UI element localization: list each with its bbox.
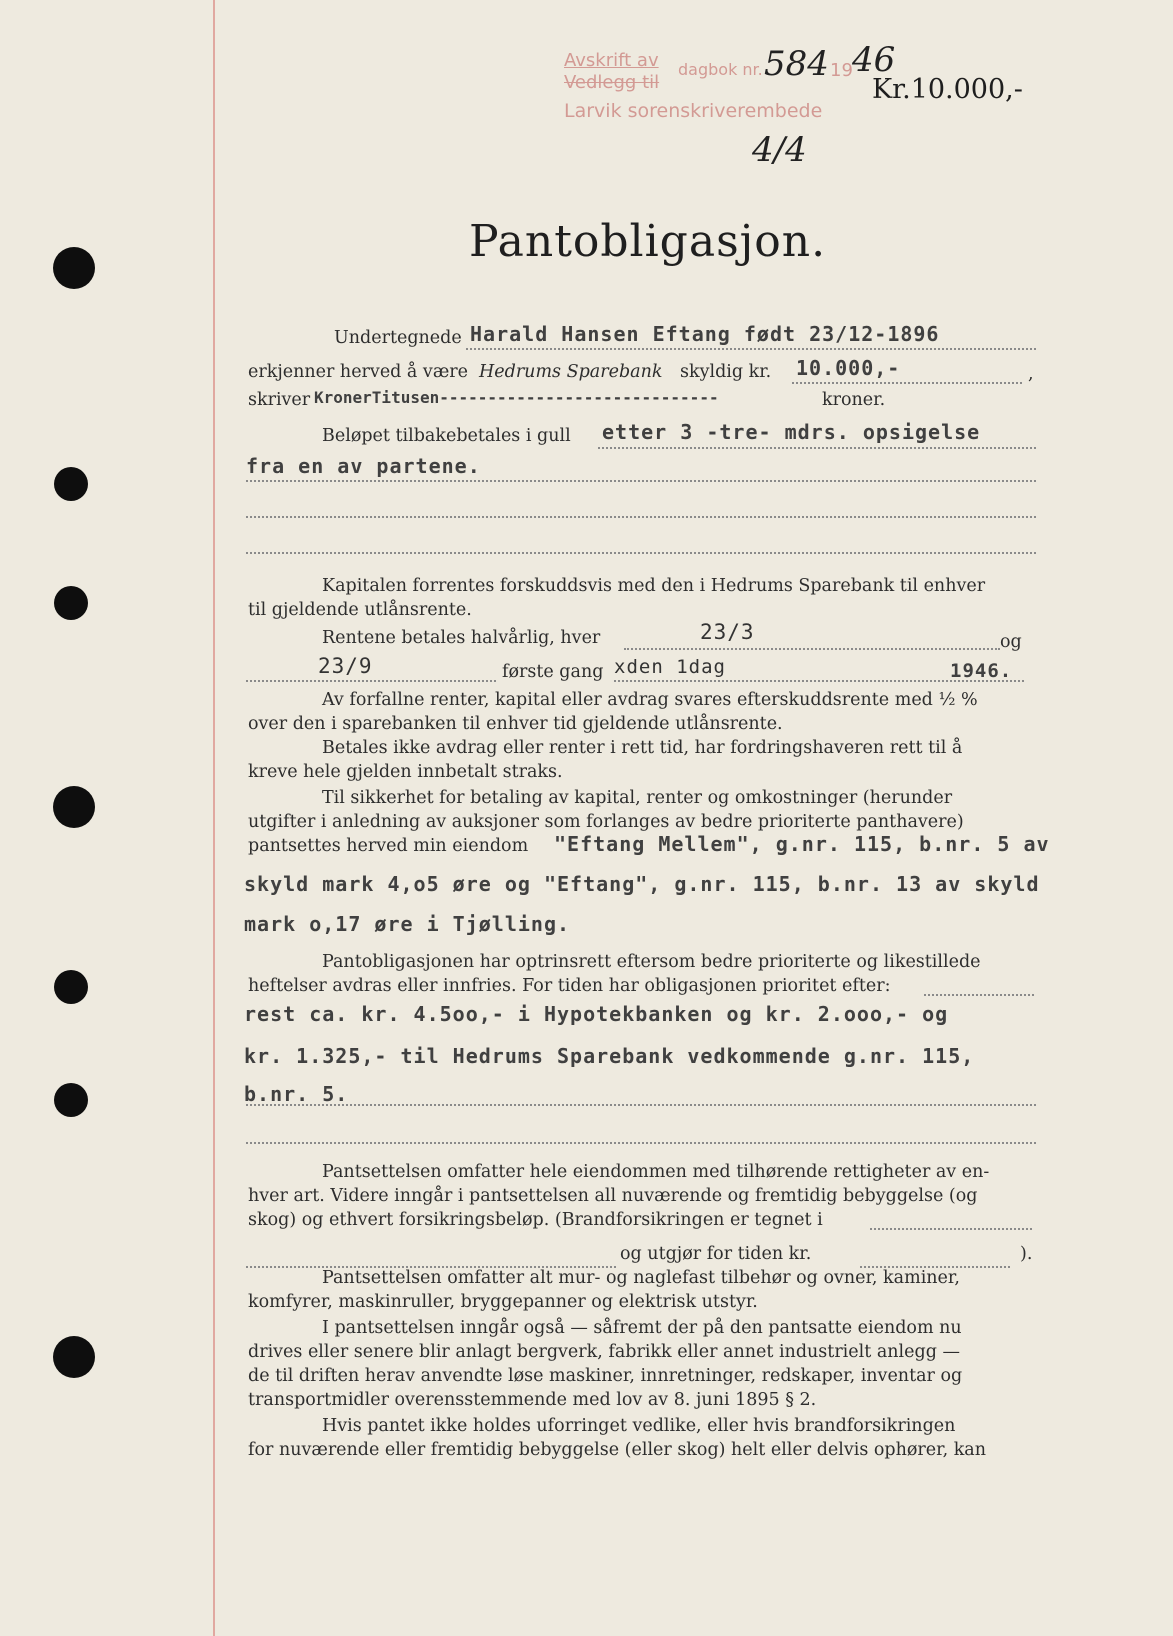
punch-hole: [54, 970, 88, 1004]
dotted-line: [598, 447, 1036, 449]
inngar-line-4: transportmidler overensstemmende med lov av 8. juni 1895 § 2.: [248, 1390, 817, 1410]
property-line-1: "Eftang Mellem", g.nr. 115, b.nr. 5 av: [554, 832, 1050, 856]
fraction-note: 4/4: [752, 130, 807, 170]
inngar-line-2: drives eller senere blir anlagt bergverk, fabrikk eller annet industrielt anlegg —: [248, 1342, 960, 1362]
forfalne-line-1: Av forfallne renter, kapital eller avdrag svares efterskuddsrente med ½ %: [322, 690, 978, 710]
header-amount: Kr.10.000,-: [872, 74, 1023, 105]
dotted-line: [624, 648, 1000, 650]
stamp-avskrift: Avskrift av: [564, 50, 659, 71]
undertegnede-label: Undertegnede: [334, 328, 462, 348]
property-line-3: mark o,17 øre i Tjølling.: [244, 912, 571, 936]
sikkerhet-line-3: pantsettes herved min eiendom: [248, 836, 529, 856]
dotted-line: [466, 348, 1036, 350]
amount-figures: 10.000,-: [796, 356, 901, 380]
stamp-dagbok-label: dagbok nr.: [678, 60, 763, 79]
renter-label: Rentene betales halvårlig, hver: [322, 628, 601, 648]
dotted-line: [246, 480, 1036, 482]
prior-line-2: kr. 1.325,- til Hedrums Sparebank vedkommende g.nr. 115,: [244, 1044, 975, 1068]
dotted-line: [246, 516, 1036, 518]
margin-rule: [213, 0, 215, 1636]
stamp-office: Larvik sorenskriverembede: [564, 100, 823, 122]
punch-hole: [54, 467, 88, 501]
interest-date-2: 23/9: [318, 654, 373, 678]
sikkerhet-line-2: utgifter i anledning av auksjoner som forlanges av bedre prioriterte panthavere): [248, 812, 964, 832]
page-title: Pantobligasjon.: [469, 216, 827, 267]
forfalne-line-2: over den i sparebanken til enhver tid gjeldende utlånsrente.: [248, 714, 783, 734]
creditor-name: Hedrums Sparebank: [479, 362, 663, 382]
kapital-line-1: Kapitalen forrentes forskuddsvis med den i Hedrums Sparebank til enhver: [322, 576, 986, 596]
dotted-line: [246, 552, 1036, 554]
omfatter-line-3: skog) og ethvert forsikringsbeløp. (Brandforsikringen er tegnet i: [248, 1210, 823, 1230]
interest-date-1: 23/3: [700, 620, 755, 644]
dagbok-number: 584: [764, 44, 829, 84]
dotted-line: [924, 994, 1034, 996]
dotted-line: [792, 382, 1022, 384]
repay-terms-1: etter 3 -tre- mdrs. opsigelse: [602, 420, 981, 444]
dotted-line: [246, 680, 496, 682]
repay-terms-2: fra en av partene.: [246, 454, 481, 478]
skriver-label: skriver: [248, 390, 311, 410]
stamp-vedlegg: Vedlegg til: [564, 72, 660, 93]
inngar-line-3: de til driften herav anvendte løse maskiner, innretninger, redskaper, inventar og: [248, 1366, 963, 1386]
prior-line-1: rest ca. kr. 4.5oo,- i Hypotekbanken og kr. 2.ooo,- og: [244, 1002, 949, 1026]
year-suffix: 46: [852, 40, 896, 80]
inngar-line-1: I pantsettelsen inngår også — såfremt der på den pantsatte eiendom nu: [322, 1318, 962, 1338]
kapital-line-2: til gjeldende utlånsrente.: [248, 600, 472, 620]
sikkerhet-line-1: Til sikkerhet for betaling av kapital, renter og omkostninger (herunder: [322, 788, 953, 808]
belop-label: Beløpet tilbakebetales i gull: [322, 426, 571, 446]
property-line-2: skyld mark 4,o5 øre og "Eftang", g.nr. 115, b.nr. 13 av skyld: [244, 872, 1040, 896]
forste-label: første gang: [502, 662, 604, 682]
dotted-line: [246, 1142, 1036, 1144]
hvis-line-2: for nuværende eller fremtidig bebyggelse (eller skog) helt eller delvis ophører, kan: [248, 1440, 987, 1460]
debtor-name: Harald Hansen Eftang født 23/12-1896: [470, 322, 940, 346]
punch-hole: [53, 786, 95, 828]
kroner-label: kroner.: [822, 390, 886, 410]
dotted-line: [246, 1104, 1036, 1106]
comma: ,: [1028, 364, 1034, 384]
og-label: og: [1000, 632, 1022, 652]
omfatter-line-2: hver art. Videre inngår i pantsettelsen all nuværende og fremtidig bebyggelse (og: [248, 1186, 978, 1206]
punch-hole: [54, 586, 88, 620]
close-paren: ).: [1020, 1244, 1033, 1264]
betales-line-1: Betales ikke avdrag eller renter i rett tid, har fordringshaveren rett til å: [322, 738, 963, 758]
betales-line-2: kreve hele gjelden innbetalt straks.: [248, 762, 563, 782]
opt-line-2: heftelser avdras eller innfries. For tiden har obligasjonen prioritet efter:: [248, 976, 891, 996]
punch-hole: [53, 1336, 95, 1378]
hvis-line-1: Hvis pantet ikke holdes uforringet vedlike, eller hvis brandforsikringen: [322, 1416, 956, 1436]
prior-line-3: b.nr. 5.: [244, 1082, 349, 1106]
first-year: 1946.: [950, 660, 1013, 682]
punch-hole: [53, 247, 95, 289]
punch-hole: [54, 1083, 88, 1117]
opt-line-1: Pantobligasjonen har optrinsrett eftersom bedre prioriterte og likestillede: [322, 952, 981, 972]
omfatter-line-1: Pantsettelsen omfatter hele eiendommen med tilhørende rettigheter av en-: [322, 1162, 990, 1182]
erkjenner-text: erkjenner herved å være: [248, 362, 468, 382]
dotted-line: [870, 1228, 1032, 1230]
amount-words: KronerTitusen-----------------------------: [314, 388, 719, 407]
mur-line-2: komfyrer, maskinruller, bryggepanner og elektrisk utstyr.: [248, 1292, 758, 1312]
first-payment: xden 1dag: [614, 656, 726, 678]
mur-line-1: Pantsettelsen omfatter alt mur- og naglefast tilbehør og ovner, kaminer,: [322, 1268, 960, 1288]
skyldig-text: skyldig kr.: [680, 362, 772, 382]
stamp-year-prefix: 19: [830, 60, 853, 81]
utgjor-label: og utgjør for tiden kr.: [620, 1244, 812, 1264]
